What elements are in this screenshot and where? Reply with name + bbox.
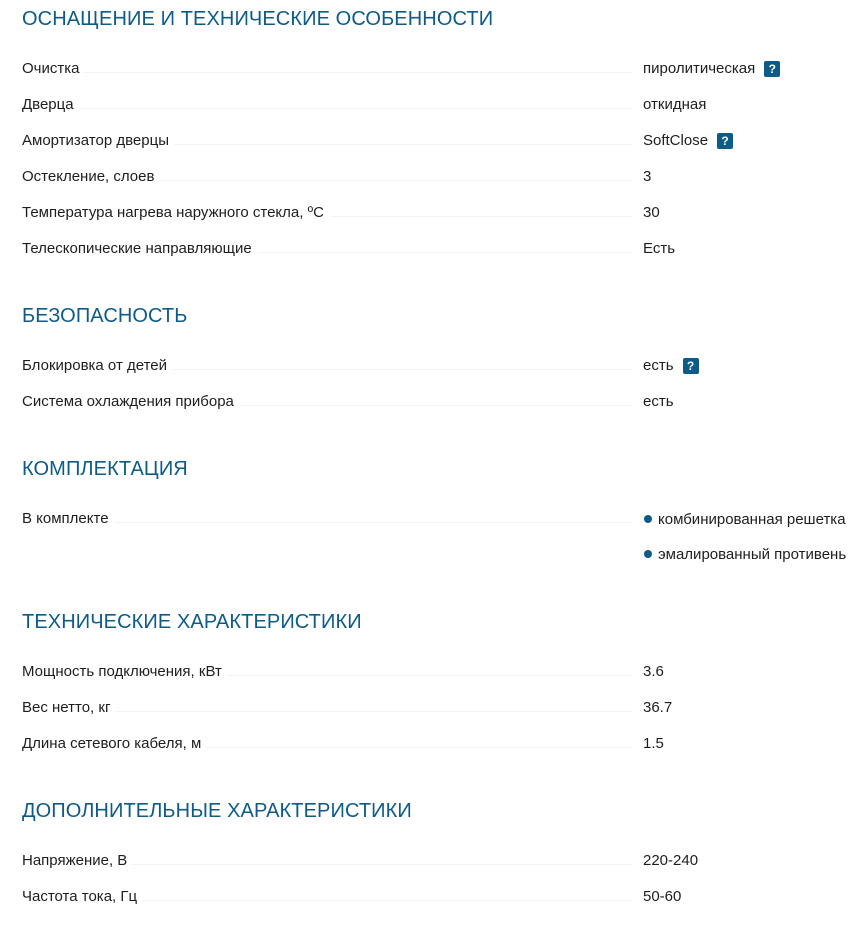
bullet-icon [644,515,652,523]
spec-value: 30 [643,204,660,221]
spec-value: 3.6 [643,663,664,680]
bullet-icon [644,550,652,558]
spec-row-glass-temp [22,201,860,225]
spec-label: Остекление, слоев [22,165,160,189]
spec-value: 50-60 [643,888,682,905]
section-title-technical: ТЕХНИЧЕСКИЕ ХАРАКТЕРИСТИКИ [22,611,362,633]
spec-label: Очистка [22,57,85,81]
spec-row-door [22,93,860,117]
spec-row-child-lock [22,354,860,378]
spec-label: Напряжение, В [22,849,133,873]
spec-row-glazing [22,165,860,189]
spec-value: откидная [643,96,707,113]
spec-row-weight [22,696,860,720]
section-title-safety: БЕЗОПАСНОСТЬ [22,305,188,327]
spec-label: Система охлаждения прибора [22,390,240,414]
spec-value: 1.5 [643,735,664,752]
spec-label: Длина сетевого кабеля, м [22,732,207,756]
spec-row-frequency [22,885,860,909]
spec-value: комбинированная решетка [658,510,846,528]
spec-label: Телескопические направляющие [22,237,258,261]
spec-label: Мощность подключения, кВт [22,660,228,684]
spec-value: пиролитическая [643,60,756,77]
spec-label: В комплекте [22,507,115,531]
spec-row-door-damper [22,129,860,153]
spec-value: есть [643,393,674,410]
spec-row-voltage [22,849,860,873]
spec-label: Дверца [22,93,80,117]
spec-value: SoftClose [643,132,709,149]
spec-label: Температура нагрева наружного стекла, ºC [22,201,330,225]
question-icon[interactable]: ? [683,358,699,374]
spec-row-telescopic-rails [22,237,860,261]
list-item [643,507,846,531]
spec-row-cable-length [22,732,860,756]
spec-value: есть [643,357,674,374]
spec-value: Есть [643,240,676,257]
list-item [643,542,846,566]
spec-row-cooling-system [22,390,860,414]
spec-label: Амортизатор дверцы [22,129,175,153]
section-title-equipment: ОСНАЩЕНИЕ И ТЕХНИЧЕСКИЕ ОСОБЕННОСТИ [22,8,494,30]
spec-label: Блокировка от детей [22,354,173,378]
spec-label: Вес нетто, кг [22,696,116,720]
spec-value: 3 [643,168,652,185]
spec-value: 220-240 [643,852,699,869]
spec-value: эмалированный противень [658,545,847,563]
spec-row-power [22,660,860,684]
spec-row-cleaning [22,57,860,81]
section-title-additional: ДОПОЛНИТЕЛЬНЫЕ ХАРАКТЕРИСТИКИ [22,800,412,822]
spec-label: Частота тока, Гц [22,885,143,909]
question-icon[interactable]: ? [717,133,733,149]
spec-value: 36.7 [643,699,673,716]
section-title-package: КОМПЛЕКТАЦИЯ [22,458,188,480]
question-icon[interactable]: ? [764,61,780,77]
